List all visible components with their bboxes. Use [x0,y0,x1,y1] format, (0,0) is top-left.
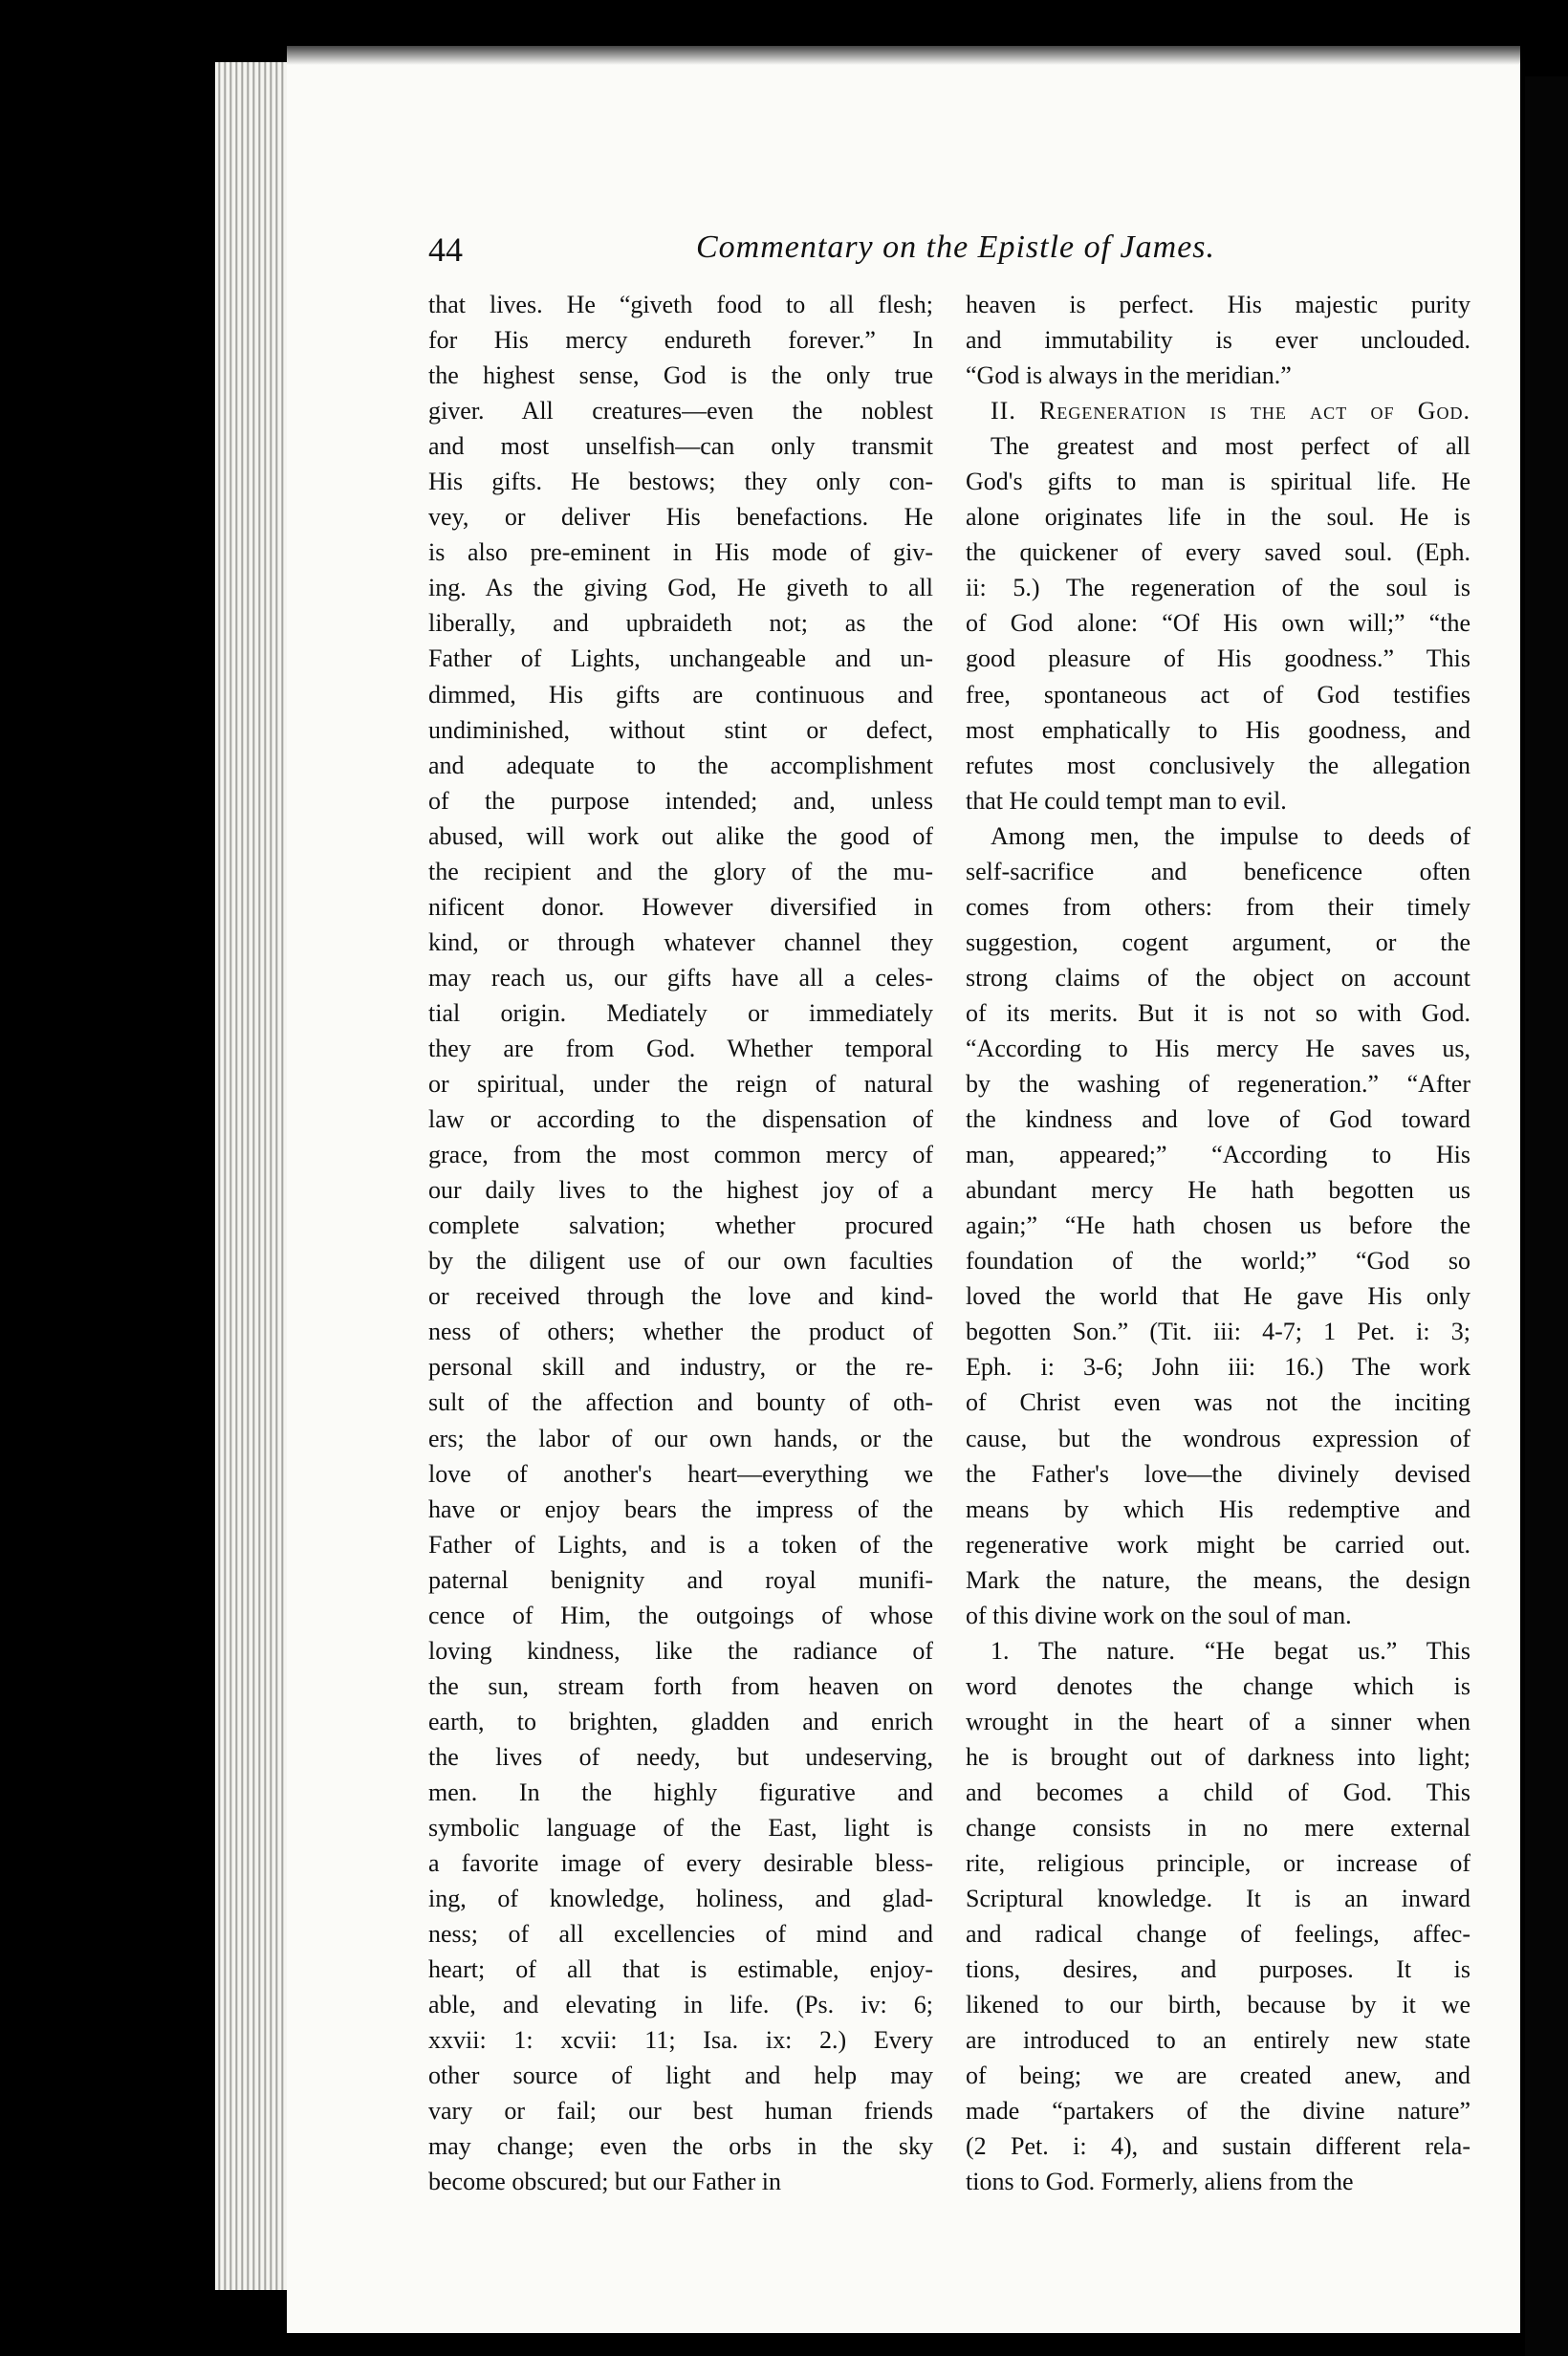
text-line: and radical change of feelings, affec- [966,1920,1470,1949]
text-line: His gifts. He bestows; they only con- [428,468,933,496]
text-line: cence of Him, the outgoings of whose [428,1601,933,1629]
text-line: able, and elevating in life. (Ps. iv: 6; [428,1991,933,2019]
text-line: free, spontaneous act of God testifies [966,680,1470,709]
text-line: “God is always in the meridian.” [966,361,1292,390]
text-line: tial origin. Mediately or immediately [428,998,933,1027]
text-line: tions, desires, and purposes. It is [966,1955,1470,1984]
text-line: the quickener of every saved soul. (Eph. [966,538,1470,567]
text-line: abundant mercy He hath begotten us [966,1176,1470,1205]
text-line: Eph. i: 3-6; John iii: 16.) The work [966,1353,1470,1382]
text-line: and adequate to the accomplishment [428,751,933,779]
book-page-edges [215,62,292,2290]
text-line: paternal benignity and royal munifi- [428,1565,933,1594]
text-line: symbolic language of the East, light is [428,1814,933,1843]
text-line: loved the world that He gave His only [966,1282,1470,1311]
text-line: by the washing of regeneration.” “After [966,1070,1470,1099]
text-line: may change; even the orbs in the sky [428,2132,933,2161]
text-line: ness; of all excellencies of mind and [428,1920,933,1949]
text-line: ii: 5.) The regeneration of the soul is [966,574,1470,602]
text-line: kind, or through whatever channel they [428,927,933,956]
text-line: liberally, and upbraideth not; as the [428,609,933,638]
text-line: earth, to brighten, gladden and enrich [428,1707,933,1735]
text-line: ness of others; whether the product of [428,1318,933,1346]
text-line: are introduced to an entirely new state [966,2026,1470,2055]
text-line: Father of Lights, and is a token of the [428,1530,933,1559]
text-line: begotten Son.” (Tit. iii: 4-7; 1 Pet. i: 3; [966,1318,1470,1346]
text-line: our daily lives to the highest joy of a [428,1176,933,1205]
text-line: or received through the love and kind- [428,1282,933,1311]
page-number: 44 [428,230,463,269]
text-line: that He could tempt man to evil. [966,786,1287,815]
text-line: vary or fail; our best human friends [428,2097,933,2126]
text-line: 1. The nature. “He begat us.” This [991,1636,1470,1665]
text-line: cause, but the wondrous expression of [966,1424,1470,1452]
text-line: the kindness and love of God toward [966,1105,1470,1134]
text-line: for His mercy endureth forever.” In [428,326,933,355]
text-line: men. In the highly figurative and [428,1778,933,1806]
text-line: good pleasure of His goodness.” This [966,644,1470,673]
text-line: and becomes a child of God. This [966,1778,1470,1806]
right-margin-shadow [1525,76,1568,2356]
text-line: the sun, stream forth from heaven on [428,1671,933,1700]
text-line: Scriptural knowledge. It is an inward [966,1885,1470,1913]
running-header [428,229,1470,268]
text-line: God's gifts to man is spiritual life. He [966,468,1470,496]
text-line: abused, will work out alike the good of [428,821,933,850]
text-line: personal skill and industry, or the re- [428,1353,933,1382]
text-line: means by which His redemptive and [966,1494,1470,1523]
text-line: love of another's heart—everything we [428,1459,933,1488]
text-line: rite, religious principle, or increase of [966,1849,1470,1878]
text-line: foundation of the world;” “God so [966,1247,1470,1276]
text-line: nificent donor. However diversified in [428,892,933,921]
text-line: vey, or deliver His benefactions. He [428,503,933,532]
text-line: and immutability is ever unclouded. [966,326,1470,355]
text-line: (2 Pet. i: 4), and sustain different rela- [966,2132,1470,2161]
text-line: that lives. He “giveth food to all flesh; [428,291,933,318]
text-line: heart; of all that is estimable, enjoy- [428,1955,933,1984]
text-line: undiminished, without stint or defect, [428,715,933,744]
text-line: of being; we are created anew, and [966,2062,1470,2090]
text-line: of Christ even was not the inciting [966,1388,1470,1417]
text-line: most emphatically to His goodness, and [966,715,1470,744]
text-line: xxvii: 1: xcvii: 11; Isa. ix: 2.) Every [428,2026,933,2055]
text-line: refutes most conclusively the allegation [966,751,1470,779]
text-line: giver. All creatures—even the noblest [428,397,933,425]
text-line: Among men, the impulse to deeds of [991,821,1470,850]
text-line: ers; the labor of our own hands, or the [428,1424,933,1452]
text-line: sult of the affection and bounty of oth- [428,1388,933,1417]
text-line: by the diligent use of our own faculties [428,1247,933,1276]
text-line: they are from God. Whether temporal [428,1034,933,1062]
text-line: of this divine work on the soul of man. [966,1601,1352,1629]
text-line: change consists in no mere external [966,1814,1470,1843]
text-line: Father of Lights, unchangeable and un- [428,644,933,673]
text-line: become obscured; but our Father in [428,2168,781,2196]
text-line: may reach us, our gifts have all a celes- [428,963,933,992]
text-line: suggestion, cogent argument, or the [966,927,1470,956]
text-line: comes from others: from their timely [966,892,1470,921]
text-line: again;” “He hath chosen us before the [966,1211,1470,1240]
text-line: of the purpose intended; and, unless [428,786,933,815]
top-shadow [287,46,1520,65]
text-line: of its merits. But it is not so with God. [966,998,1470,1027]
text-line: of God alone: “Of His own will;” “the [966,609,1470,638]
text-line: tions to God. Formerly, aliens from the [966,2168,1354,2196]
text-line: the lives of needy, but undeserving, [428,1742,933,1771]
text-line: strong claims of the object on account [966,963,1470,992]
text-line: law or according to the dispensation of [428,1105,933,1134]
text-line: made “partakers of the divine nature” [966,2097,1470,2126]
text-line: the Father's love—the divinely devised [966,1459,1470,1488]
text-line: likened to our birth, because by it we [966,1991,1470,2019]
text-line: “According to His mercy He saves us, [966,1034,1470,1062]
right-column [966,287,1470,2200]
left-column [428,287,933,2200]
text-line: regenerative work might be carried out. [966,1530,1470,1559]
running-title: Commentary on the Epistle of James. [696,229,1216,265]
text-line: and most unselfish—can only transmit [428,432,933,461]
text-line: wrought in the heart of a sinner when [966,1707,1470,1735]
text-line: dimmed, His gifts are continuous and [428,680,933,709]
text-line: loving kindness, like the radiance of [428,1636,933,1665]
text-line: grace, from the most common mercy of [428,1141,933,1169]
text-line: is also pre-eminent in His mode of giv- [428,538,933,567]
text-line: The greatest and most perfect of all [991,432,1470,461]
text-line: other source of light and help may [428,2062,933,2090]
text-line: or spiritual, under the reign of natural [428,1070,933,1099]
text-line: heaven is perfect. His majestic purity [966,291,1470,318]
text-line: complete salvation; whether procured [428,1211,933,1240]
text-line: word denotes the change which is [966,1671,1470,1700]
text-line: ing, of knowledge, holiness, and glad- [428,1885,933,1913]
text-line: self-sacrifice and beneficence often [966,857,1470,885]
text-line: Mark the nature, the means, the design [966,1565,1470,1594]
text-line: ing. As the giving God, He giveth to all [428,574,933,602]
text-line: have or enjoy bears the impress of the [428,1494,933,1523]
text-line: the recipient and the glory of the mu- [428,857,933,885]
text-line: alone originates life in the soul. He is [966,503,1470,532]
text-line: II. Regeneration is the act of God. [991,397,1470,425]
text-line: a favorite image of every desirable bless- [428,1849,933,1878]
text-line: the highest sense, God is the only true [428,361,933,390]
text-line: man, appeared;” “According to His [966,1141,1470,1169]
text-line: he is brought out of darkness into light; [966,1742,1470,1771]
